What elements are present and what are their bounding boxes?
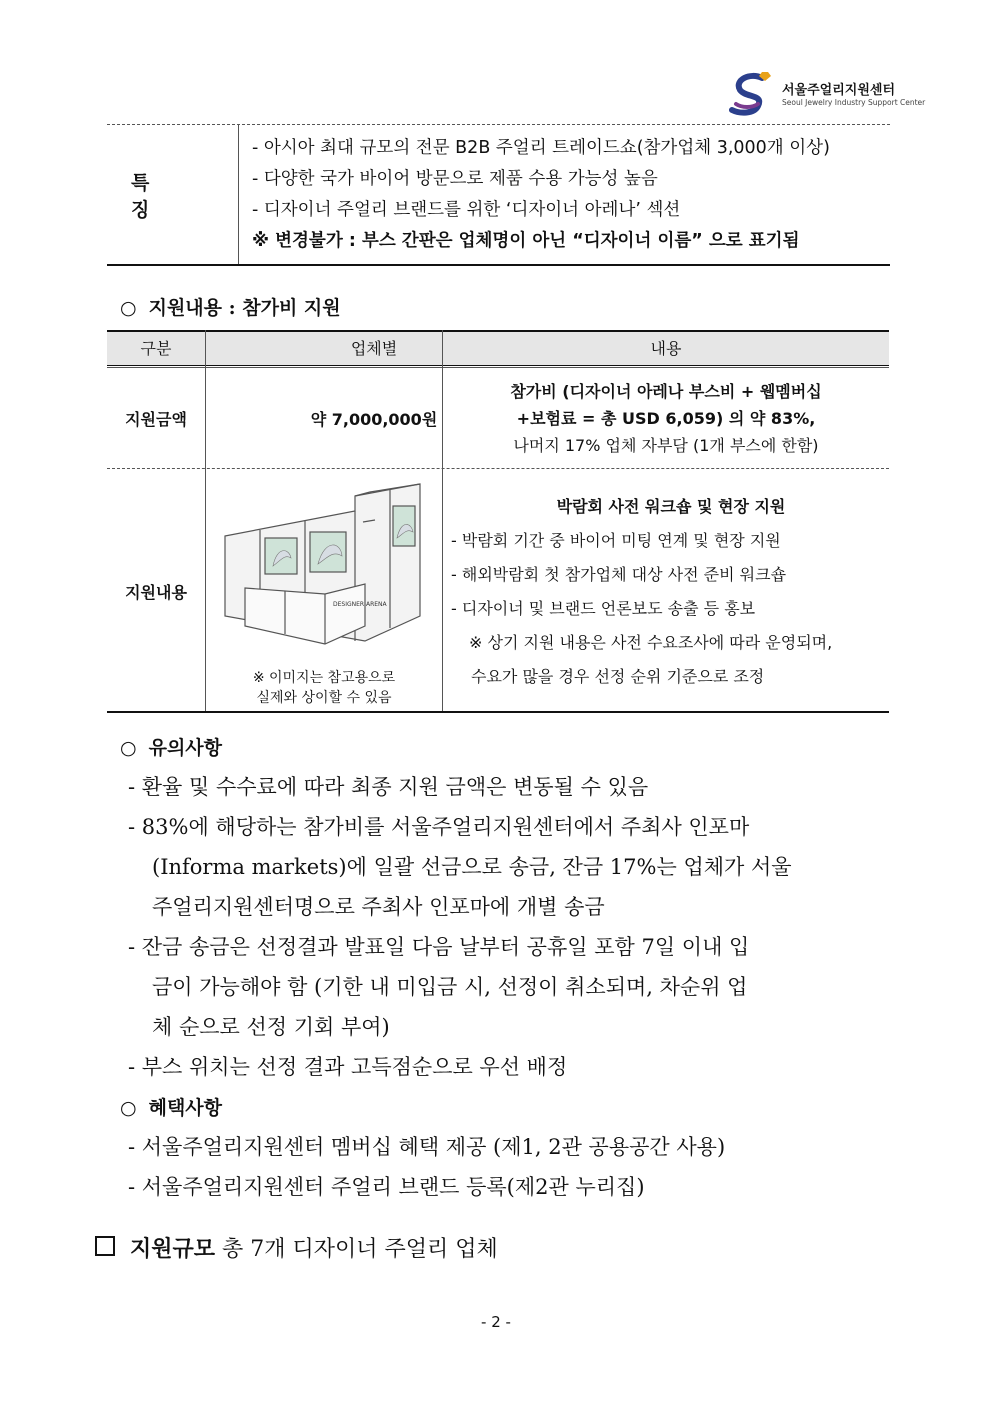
features-label: 특 징 xyxy=(107,125,239,264)
logo-mark-icon xyxy=(728,70,778,120)
scale-text: 총 7개 디자이너 주얼리 업체 xyxy=(222,1237,498,1262)
header-content: 내용 xyxy=(650,339,682,358)
caution-line: - 잔금 송금은 선정결과 발표일 다음 날부터 공휴일 포함 7일 이내 입 xyxy=(128,935,750,959)
feature-line: - 디자이너 주얼리 브랜드를 위한 ‘디자이너 아레나’ 섹션 xyxy=(252,200,681,220)
image-note-line: ※ 이미지는 참고용으로 xyxy=(252,670,396,686)
benefits-heading: 혜택사항 xyxy=(148,1097,223,1119)
header-rule-2 xyxy=(107,367,889,368)
header-per-company: 업체별 xyxy=(350,339,398,358)
feature-line: - 다양한 국가 바이어 방문으로 제품 수용 가능성 높음 xyxy=(252,169,658,189)
benefit-line: - 서울주얼리지원센터 주얼리 브랜드 등록(제2관 누리집) xyxy=(128,1175,645,1199)
support-section-heading: 지원내용 : 참가비 지원 xyxy=(148,297,341,319)
caution-line: - 83%에 해당하는 참가비를 서울주얼리지원센터에서 주최사 인포마 xyxy=(128,815,750,839)
caution-line: 금이 가능해야 함 (기한 내 미입금 시, 선정이 취소되며, 차순위 업 xyxy=(152,975,748,999)
table-bottom-rule xyxy=(107,711,889,713)
booth-sign: DESIGNER ARENA xyxy=(333,601,387,608)
logo-subtitle: Seoul Jewelry Industry Support Center xyxy=(782,98,926,107)
checkbox-square-icon xyxy=(95,1236,115,1256)
header-rule xyxy=(107,365,889,366)
page-number: - 2 - xyxy=(481,1313,511,1331)
cautions-heading: 유의사항 xyxy=(148,737,223,759)
booth-illustration xyxy=(215,476,435,664)
fee-line: 나머지 17% 업체 자부담 (1개 부스에 한함) xyxy=(513,436,819,455)
row-label-amount: 지원금액 xyxy=(125,410,187,429)
fee-line: 참가비 (디자이너 아레나 부스비 + 웹멤버십 xyxy=(510,382,822,401)
row-label-content: 지원내용 xyxy=(125,583,187,602)
benefits-title xyxy=(120,1093,222,1120)
header-category: 구분 xyxy=(140,339,172,358)
support-content xyxy=(451,490,891,694)
content-note: ※ 상기 지원 내용은 사전 수요조사에 따라 운영되며, xyxy=(469,633,833,652)
image-note-line: 실제와 상이할 수 있음 xyxy=(256,690,392,706)
cautions-title xyxy=(120,733,222,760)
support-amount: 약 7,000,000원 xyxy=(310,410,438,429)
column-divider xyxy=(205,330,206,713)
feature-line: - 아시아 최대 규모의 전문 B2B 주얼리 트레이드쇼(참가업체 3,000개 이상) xyxy=(252,138,830,158)
benefits-body xyxy=(128,1127,725,1207)
logo-name: 서울주얼리지원센터 xyxy=(782,83,896,98)
fee-description xyxy=(443,378,889,459)
section-bullet: ○ xyxy=(120,737,137,759)
features-table xyxy=(107,124,890,266)
row-divider xyxy=(107,468,889,470)
center-logo xyxy=(728,70,926,120)
image-note xyxy=(208,668,440,708)
caution-line: 주얼리지원센터명으로 주최사 인포마에 개별 송금 xyxy=(152,895,605,919)
support-scale xyxy=(130,1232,498,1263)
scale-title: 지원규모 xyxy=(130,1236,216,1262)
support-section-title xyxy=(120,293,341,320)
content-note: 수요가 많을 경우 선정 순위 기준으로 조정 xyxy=(471,667,765,686)
content-item: - 디자이너 및 브랜드 언론보도 송출 등 홍보 xyxy=(451,599,756,618)
caution-line: - 부스 위치는 선정 결과 고득점순으로 우선 배정 xyxy=(128,1055,568,1079)
content-item: - 해외박람회 첫 참가업체 대상 사전 준비 워크숍 xyxy=(451,565,787,584)
caution-line: (Informa markets)에 일괄 선금으로 송금, 잔금 17%는 업체가 서울 xyxy=(152,855,792,879)
section-bullet: ○ xyxy=(120,1097,137,1119)
section-bullet: ○ xyxy=(120,297,137,319)
content-title: 박람회 사전 워크숍 및 현장 지원 xyxy=(556,497,786,516)
cautions-body xyxy=(128,767,792,1087)
caution-line: - 환율 및 수수료에 따라 최종 지원 금액은 변동될 수 있음 xyxy=(128,775,649,799)
fee-line: +보험료 = 총 USD 6,059) 의 약 83%, xyxy=(516,409,816,428)
caution-line: 체 순으로 선정 기회 부여) xyxy=(152,1015,390,1039)
support-table-header xyxy=(107,330,889,365)
features-body xyxy=(252,133,892,257)
benefit-line: - 서울주얼리지원센터 멤버십 혜택 제공 (제1, 2관 공용공간 사용) xyxy=(128,1135,726,1159)
support-table xyxy=(107,330,889,713)
content-item: - 박람회 기간 중 바이어 미팅 연계 및 현장 지원 xyxy=(451,531,781,550)
feature-notice: ※ 변경불가 : 부스 간판은 업체명이 아닌 “디자이너 이름” 으로 표기됨 xyxy=(252,231,800,251)
